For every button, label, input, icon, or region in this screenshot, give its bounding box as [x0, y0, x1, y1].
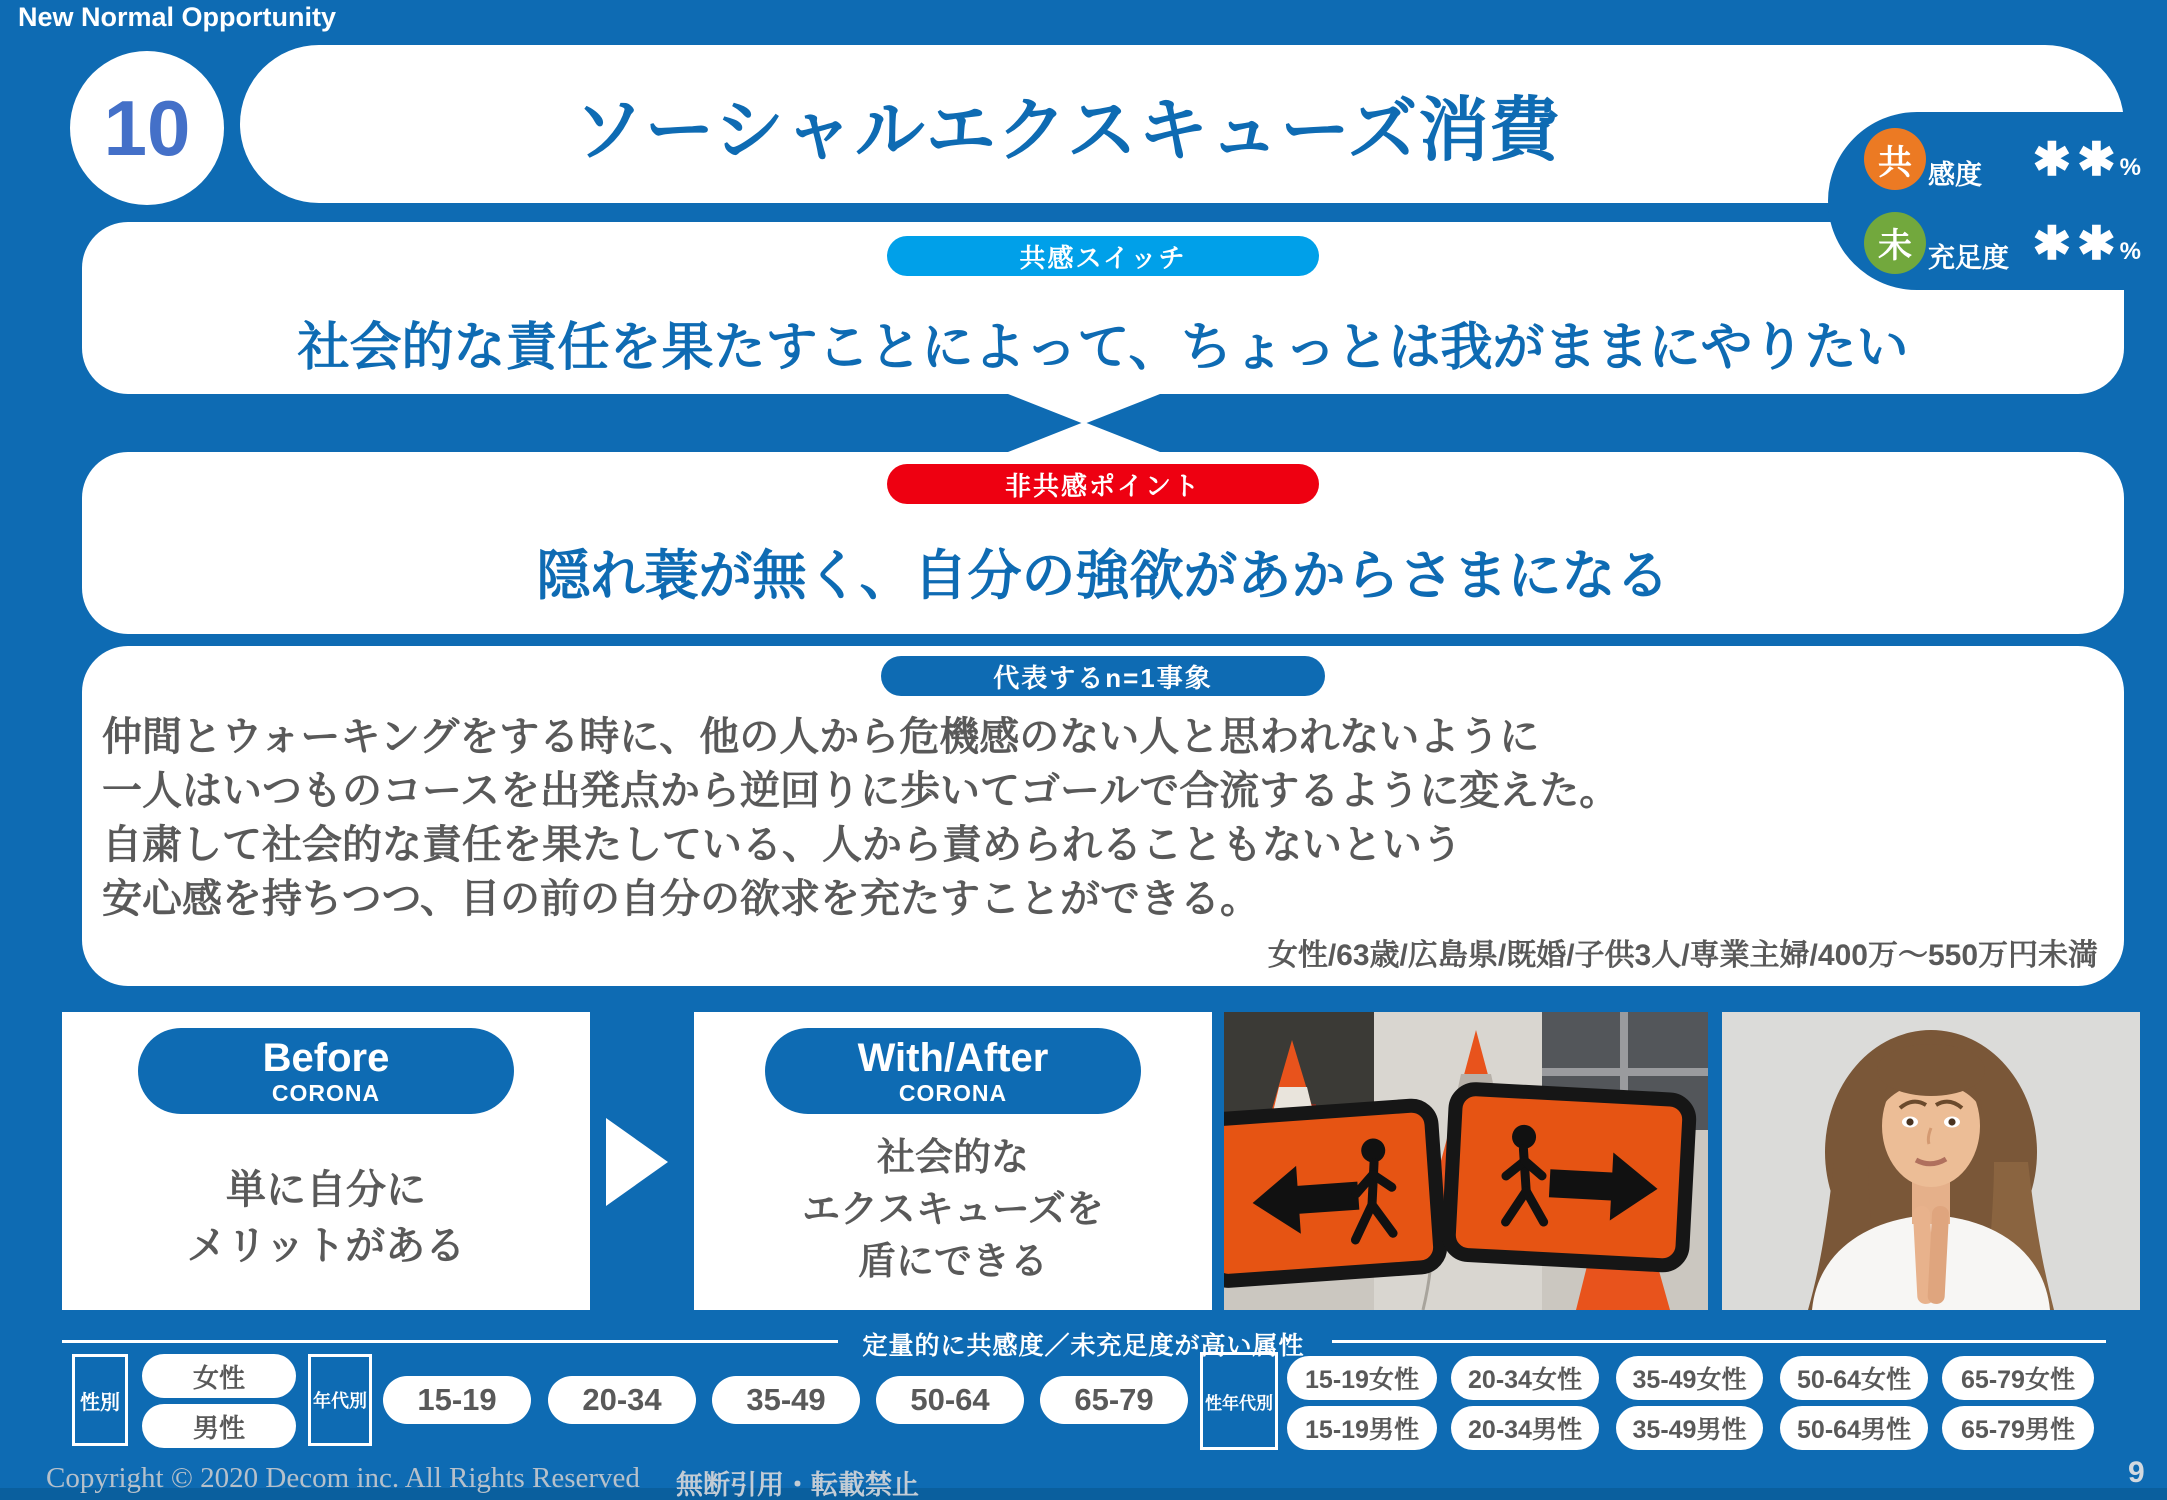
gender-age-pill-20-34f: 20-34女性 [1451, 1356, 1599, 1400]
with-after-corona-box [694, 1012, 1212, 1310]
empathy-score-masked: ✱✱ [2032, 133, 2122, 186]
age-pill-50-64: 50-64 [876, 1376, 1024, 1424]
gender-age-pill-15-19m: 15-19男性 [1287, 1406, 1437, 1450]
empathy-switch-statement: 社会的な責任を果たすことによって、ちょっとは我がままにやりたい [297, 319, 1909, 377]
copyright-text: Copyright © 2020 Decom inc. All Rights Reserved [46, 1462, 640, 1494]
unmet-score-value [2033, 216, 2141, 270]
episode-box [82, 646, 2124, 986]
before-title: Before [262, 1036, 390, 1080]
transition-arrow-icon [606, 1118, 668, 1206]
before-corona-pill [138, 1028, 514, 1114]
age-pill-15-19: 15-19 [383, 1376, 531, 1424]
gender-age-pill-35-49f: 35-49女性 [1616, 1356, 1763, 1400]
pedestrian-direction-signs-photo [1224, 1012, 1708, 1310]
unmet-score-unit: % [2119, 237, 2141, 265]
worried-woman-photo [1722, 1012, 2140, 1310]
non-empathy-box [82, 452, 2124, 634]
gender-label: 性別 [72, 1354, 128, 1446]
connector-bowtie-bottom [1008, 422, 1160, 452]
heading-rule-right [1332, 1340, 2106, 1343]
unmet-score-label: 充足度 [1928, 243, 2009, 274]
with-after-corona-pill [765, 1028, 1141, 1114]
heading-rule-left [62, 1340, 838, 1343]
gender-age-pill-35-49m: 35-49男性 [1616, 1406, 1763, 1450]
episode-line: 自粛して社会的な責任を果たしている、人から責められることもないという [102, 823, 1462, 867]
gender-age-pill-15-19f: 15-19女性 [1287, 1356, 1437, 1400]
after-line: 盾にできる [857, 1241, 1048, 1283]
page-title: ソーシャルエクスキューズ消費 [573, 90, 1561, 169]
before-text [62, 1162, 590, 1274]
empathy-score-label: 感度 [1928, 159, 1982, 190]
empathy-switch-box [82, 222, 2124, 394]
no-reproduction-notice: 無断引用・転載禁止 [676, 1470, 919, 1500]
non-empathy-tag: 非共感ポイント [887, 464, 1319, 504]
opportunity-number: 10 [103, 83, 191, 172]
before-subtitle: CORONA [271, 1080, 381, 1106]
gender-age-pill-65-79m: 65-79男性 [1942, 1406, 2094, 1450]
gender-age-pill-50-64f: 50-64女性 [1780, 1356, 1928, 1400]
episode-line: 仲間とウォーキングをする時に、他の人から危機感のない人と思われないように [102, 715, 1540, 759]
attributes-heading: 定量的に共感度／未充足度が高い属性 [862, 1332, 1305, 1360]
episode-text [102, 710, 2104, 926]
unmet-score-masked: ✱✱ [2032, 216, 2122, 269]
opportunity-number-badge [70, 51, 224, 205]
gender-pill-female: 女性 [142, 1354, 296, 1398]
after-line: エクスキューズを [802, 1189, 1104, 1231]
age-pill-35-49: 35-49 [712, 1376, 860, 1424]
unmet-badge-icon: 未 [1864, 212, 1926, 274]
after-text [694, 1132, 1212, 1288]
episode-line: 安心感を持ちつつ、目の前の自分の欲求を充たすことができる。 [102, 877, 1260, 921]
age-pill-20-34: 20-34 [548, 1376, 696, 1424]
deck-eyebrow: New Normal Opportunity [18, 2, 337, 32]
page-number: 9 [2128, 1456, 2145, 1489]
empathy-score-unit: % [2119, 154, 2141, 182]
gender-age-label: 性年代別 [1200, 1352, 1278, 1450]
after-title: With/After [857, 1036, 1049, 1080]
non-empathy-statement: 隠れ蓑が無く、自分の強欲があからさまになる [536, 546, 1670, 606]
connector-bowtie-top [1008, 394, 1160, 424]
before-corona-box [62, 1012, 590, 1310]
gender-age-pill-20-34m: 20-34男性 [1451, 1406, 1599, 1450]
unmet-score-row [1864, 207, 2167, 279]
age-label: 年代別 [308, 1354, 372, 1446]
respondent-profile: 女性/63歳/広島県/既婚/子供3人/専業主婦/400万～550万円未満 [1267, 939, 2098, 972]
score-panel [1828, 112, 2167, 290]
empathy-badge-icon: 共 [1864, 128, 1926, 190]
after-subtitle: CORONA [898, 1080, 1008, 1106]
empathy-score-row [1864, 123, 2167, 195]
gender-age-pill-65-79f: 65-79女性 [1942, 1356, 2094, 1400]
before-line: メリットがある [186, 1224, 466, 1268]
gender-pill-male: 男性 [142, 1404, 296, 1448]
episode-line: 一人はいつものコースを出発点から逆回りに歩いてゴールで合流するように変えた。 [102, 769, 1620, 813]
after-line: 社会的な [876, 1137, 1029, 1179]
age-pill-65-79: 65-79 [1040, 1376, 1188, 1424]
episode-tag: 代表するn=1事象 [881, 656, 1325, 696]
empathy-switch-tag: 共感スイッチ [887, 236, 1319, 276]
gender-age-pill-50-64m: 50-64男性 [1780, 1406, 1928, 1450]
before-line: 単に自分に [226, 1168, 426, 1212]
empathy-score-value [2033, 132, 2141, 186]
